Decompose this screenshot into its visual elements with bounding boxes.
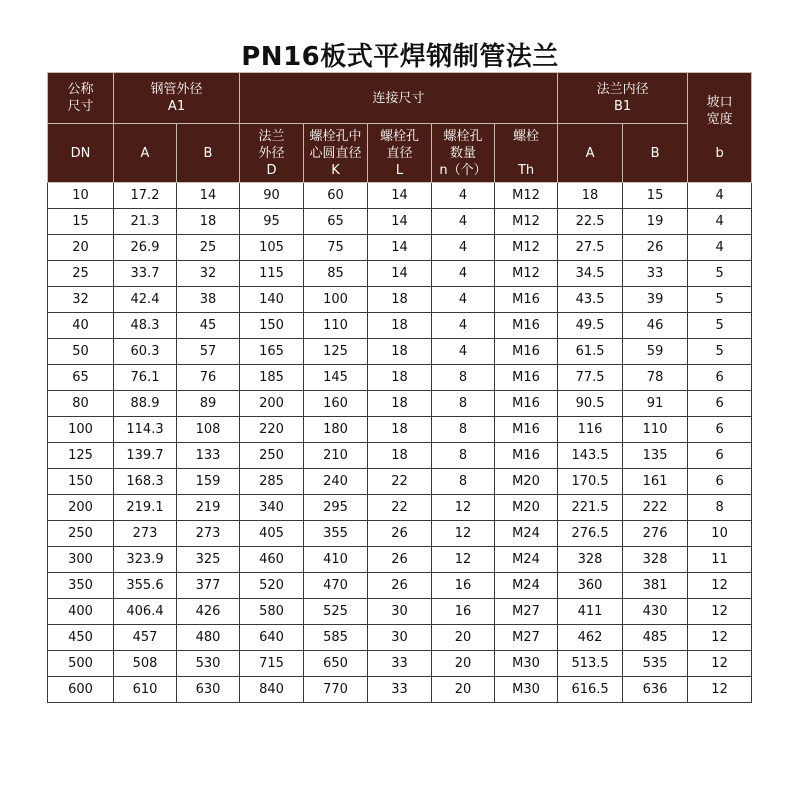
table-cell: 6: [688, 443, 752, 469]
table-cell: 18: [368, 339, 432, 365]
table-cell: 200: [48, 495, 114, 521]
header-bevel-width: [688, 73, 752, 183]
table-cell: 14: [368, 209, 432, 235]
table-cell: 4: [432, 209, 495, 235]
table-row: [48, 495, 752, 521]
table-cell: 4: [432, 183, 495, 209]
table-cell: 6: [688, 417, 752, 443]
header-bolt-circle-line1: 螺栓孔中: [309, 128, 362, 144]
table-cell: 170.5: [558, 469, 623, 495]
table-cell: 88.9: [114, 391, 177, 417]
table-cell: 4: [432, 287, 495, 313]
header-nominal-size-line1: 公称: [67, 82, 94, 97]
table-cell: M16: [495, 339, 558, 365]
table-cell: 10: [688, 521, 752, 547]
table-cell: 650: [304, 651, 368, 677]
table-cell: 480: [177, 625, 240, 651]
table-cell: 65: [304, 209, 368, 235]
table-cell: 4: [688, 235, 752, 261]
table-cell: 328: [558, 547, 623, 573]
table-row: [48, 521, 752, 547]
header-bolt-circle-line2: 心圆直径: [309, 145, 362, 161]
table-cell: 38: [177, 287, 240, 313]
header-flange-od-symbol: D: [266, 162, 277, 178]
table-cell: 43.5: [558, 287, 623, 313]
table-cell: M16: [495, 443, 558, 469]
table-cell: 42.4: [114, 287, 177, 313]
table-cell: 295: [304, 495, 368, 521]
table-cell: 30: [368, 625, 432, 651]
header-bevel-width-symbol: b: [715, 145, 724, 161]
table-cell: 585: [304, 625, 368, 651]
table-cell: 406.4: [114, 599, 177, 625]
table-cell: 11: [688, 547, 752, 573]
table-cell: 22: [368, 469, 432, 495]
header-bolt-hole-qty-symbol: n（个）: [439, 162, 487, 178]
table-cell: 508: [114, 651, 177, 677]
table-cell: 5: [688, 261, 752, 287]
table-row: [48, 235, 752, 261]
table-cell: 116: [558, 417, 623, 443]
table-cell: 323.9: [114, 547, 177, 573]
table-cell: 10: [48, 183, 114, 209]
table-cell: 30: [368, 599, 432, 625]
header-flange-od: [240, 124, 304, 183]
table-cell: 143.5: [558, 443, 623, 469]
header-bevel-width-line2: 宽度: [706, 111, 733, 127]
table-cell: 485: [623, 625, 688, 651]
table-row: [48, 365, 752, 391]
table-cell: 150: [48, 469, 114, 495]
table-row: [48, 261, 752, 287]
table-cell: 32: [177, 261, 240, 287]
table-cell: 26.9: [114, 235, 177, 261]
table-cell: 460: [240, 547, 304, 573]
table-cell: 535: [623, 651, 688, 677]
table-cell: 26: [368, 547, 432, 573]
table-cell: 160: [304, 391, 368, 417]
table-cell: 276.5: [558, 521, 623, 547]
table-cell: 65: [48, 365, 114, 391]
header-bolt-symbol: Th: [517, 162, 535, 178]
header-flange-id: [558, 73, 688, 124]
table-cell: 530: [177, 651, 240, 677]
table-cell: 222: [623, 495, 688, 521]
table-cell: 180: [304, 417, 368, 443]
table-cell: 33: [368, 677, 432, 703]
table-cell: 8: [432, 391, 495, 417]
table-cell: 110: [623, 417, 688, 443]
table-cell: 360: [558, 573, 623, 599]
table-cell: 18: [177, 209, 240, 235]
table-cell: M12: [495, 261, 558, 287]
table-cell: 221.5: [558, 495, 623, 521]
table-cell: 273: [177, 521, 240, 547]
table-row: [48, 183, 752, 209]
table-cell: 4: [432, 313, 495, 339]
table-cell: 78: [623, 365, 688, 391]
header-nominal-size-symbol: DN: [48, 124, 114, 183]
table-cell: M12: [495, 183, 558, 209]
header-bolt-hole-dia-line2: 直径: [386, 145, 413, 161]
table-cell: 91: [623, 391, 688, 417]
table-cell: 4: [688, 183, 752, 209]
table-cell: 26: [623, 235, 688, 261]
table-cell: 114.3: [114, 417, 177, 443]
header-bolt-label: 螺栓: [513, 128, 540, 144]
header-bolt-hole-qty: [432, 124, 495, 183]
table-cell: 14: [368, 235, 432, 261]
table-cell: 50: [48, 339, 114, 365]
table-cell: 19: [623, 209, 688, 235]
header-nominal-size: [48, 73, 114, 124]
table-cell: 18: [368, 365, 432, 391]
table-cell: 20: [432, 677, 495, 703]
table-cell: 22.5: [558, 209, 623, 235]
table-row: [48, 599, 752, 625]
table-row: [48, 209, 752, 235]
table-cell: 59: [623, 339, 688, 365]
table-cell: 75: [304, 235, 368, 261]
header-flange-id-b: B: [623, 124, 688, 183]
table-cell: 90: [240, 183, 304, 209]
table-cell: 426: [177, 599, 240, 625]
table-cell: 5: [688, 313, 752, 339]
table-cell: 715: [240, 651, 304, 677]
table-cell: M16: [495, 391, 558, 417]
table-cell: 12: [432, 495, 495, 521]
table-cell: 90.5: [558, 391, 623, 417]
table-row: [48, 339, 752, 365]
table-cell: 18: [368, 417, 432, 443]
table-cell: 210: [304, 443, 368, 469]
table-cell: M24: [495, 573, 558, 599]
table-cell: 40: [48, 313, 114, 339]
header-nominal-size-line2: 尺寸: [67, 99, 94, 114]
table-cell: M16: [495, 417, 558, 443]
table-cell: 25: [177, 235, 240, 261]
table-cell: 115: [240, 261, 304, 287]
table-cell: 219.1: [114, 495, 177, 521]
header-bolt-hole-dia-line1: 螺栓孔: [380, 128, 420, 144]
table-cell: 159: [177, 469, 240, 495]
table-cell: 18: [368, 287, 432, 313]
table-cell: 125: [48, 443, 114, 469]
table-cell: 17.2: [114, 183, 177, 209]
table-cell: 630: [177, 677, 240, 703]
table-cell: 33: [368, 651, 432, 677]
table-cell: 616.5: [558, 677, 623, 703]
table-row: [48, 287, 752, 313]
table-cell: M16: [495, 287, 558, 313]
header-bolt-hole-qty-line1: 螺栓孔: [443, 128, 483, 144]
table-cell: 240: [304, 469, 368, 495]
table-cell: 8: [432, 469, 495, 495]
header-flange-id-a: A: [558, 124, 623, 183]
table-cell: 300: [48, 547, 114, 573]
flange-dimension-table: [47, 72, 752, 703]
table-cell: 39: [623, 287, 688, 313]
header-pipe-od-b: B: [177, 124, 240, 183]
table-cell: 21.3: [114, 209, 177, 235]
header-bolt: [495, 124, 558, 183]
table-cell: 14: [368, 261, 432, 287]
table-cell: 150: [240, 313, 304, 339]
table-cell: 8: [432, 443, 495, 469]
table-cell: 6: [688, 469, 752, 495]
table-cell: 470: [304, 573, 368, 599]
table-cell: M27: [495, 625, 558, 651]
table-cell: 15: [48, 209, 114, 235]
table-cell: 95: [240, 209, 304, 235]
table-cell: 133: [177, 443, 240, 469]
table-cell: 250: [48, 521, 114, 547]
table-cell: 5: [688, 287, 752, 313]
header-pipe-od-a: A: [114, 124, 177, 183]
table-cell: 34.5: [558, 261, 623, 287]
table-cell: 8: [432, 417, 495, 443]
table-cell: 135: [623, 443, 688, 469]
table-cell: 45: [177, 313, 240, 339]
table-cell: M12: [495, 209, 558, 235]
table-cell: 57: [177, 339, 240, 365]
header-flange-od-line1: 法兰: [258, 128, 285, 144]
table-cell: 840: [240, 677, 304, 703]
table-cell: 20: [432, 651, 495, 677]
table-cell: 5: [688, 339, 752, 365]
header-bolt-hole-dia: [368, 124, 432, 183]
table-cell: 27.5: [558, 235, 623, 261]
header-bolt-circle-symbol: K: [331, 162, 340, 178]
table-cell: 355.6: [114, 573, 177, 599]
table-cell: 80: [48, 391, 114, 417]
table-cell: M30: [495, 651, 558, 677]
table-cell: 273: [114, 521, 177, 547]
table-cell: 12: [432, 521, 495, 547]
table-row: [48, 469, 752, 495]
table-cell: 139.7: [114, 443, 177, 469]
table-cell: 6: [688, 391, 752, 417]
header-pipe-od-symbol: A1: [167, 99, 186, 114]
table-cell: 12: [688, 573, 752, 599]
table-cell: 400: [48, 599, 114, 625]
table-row: [48, 625, 752, 651]
table-cell: 325: [177, 547, 240, 573]
table-cell: 450: [48, 625, 114, 651]
table-cell: 12: [688, 651, 752, 677]
table-cell: 25: [48, 261, 114, 287]
table-cell: 219: [177, 495, 240, 521]
table-cell: M30: [495, 677, 558, 703]
table-cell: 145: [304, 365, 368, 391]
table-cell: 377: [177, 573, 240, 599]
table-cell: 18: [558, 183, 623, 209]
header-bolt-hole-qty-line2: 数量: [450, 145, 477, 161]
table-cell: 770: [304, 677, 368, 703]
table-header: [48, 73, 752, 183]
table-cell: 285: [240, 469, 304, 495]
table-cell: 108: [177, 417, 240, 443]
table-cell: 462: [558, 625, 623, 651]
table-cell: 8: [688, 495, 752, 521]
table-row: [48, 417, 752, 443]
table-row: [48, 547, 752, 573]
table-cell: 580: [240, 599, 304, 625]
header-bolt-circle: [304, 124, 368, 183]
table-cell: 14: [177, 183, 240, 209]
table-cell: 48.3: [114, 313, 177, 339]
table-cell: 46: [623, 313, 688, 339]
table-cell: 76: [177, 365, 240, 391]
table-cell: 520: [240, 573, 304, 599]
table-cell: 4: [432, 339, 495, 365]
table-cell: M12: [495, 235, 558, 261]
table-cell: 18: [368, 391, 432, 417]
table-cell: 328: [623, 547, 688, 573]
table-cell: 4: [688, 209, 752, 235]
table-cell: M16: [495, 365, 558, 391]
table-cell: 250: [240, 443, 304, 469]
table-cell: 76.1: [114, 365, 177, 391]
table-row: [48, 677, 752, 703]
table-cell: M20: [495, 495, 558, 521]
table-cell: 200: [240, 391, 304, 417]
table-cell: 22: [368, 495, 432, 521]
table-cell: 16: [432, 599, 495, 625]
table-cell: 26: [368, 573, 432, 599]
table-cell: 18: [368, 313, 432, 339]
table-cell: 110: [304, 313, 368, 339]
page-title: PN16板式平焊钢制管法兰: [241, 42, 559, 72]
table-cell: 165: [240, 339, 304, 365]
table-cell: M27: [495, 599, 558, 625]
table-cell: 4: [432, 261, 495, 287]
table-cell: 20: [48, 235, 114, 261]
table-cell: 15: [623, 183, 688, 209]
header-bolt-hole-dia-symbol: L: [395, 162, 404, 178]
table-cell: 381: [623, 573, 688, 599]
table-cell: 220: [240, 417, 304, 443]
table-cell: 18: [368, 443, 432, 469]
table-cell: 6: [688, 365, 752, 391]
table-cell: 16: [432, 573, 495, 599]
header-pipe-od: [114, 73, 240, 124]
table-row: [48, 391, 752, 417]
table-row: [48, 651, 752, 677]
table-cell: 105: [240, 235, 304, 261]
table-cell: 89: [177, 391, 240, 417]
table-cell: 32: [48, 287, 114, 313]
table-cell: 355: [304, 521, 368, 547]
table-cell: 100: [304, 287, 368, 313]
table-cell: 640: [240, 625, 304, 651]
table-cell: 350: [48, 573, 114, 599]
table-cell: 12: [432, 547, 495, 573]
header-connection: 连接尺寸: [240, 73, 558, 124]
table-cell: 168.3: [114, 469, 177, 495]
table-cell: 276: [623, 521, 688, 547]
table-cell: 26: [368, 521, 432, 547]
table-cell: 33.7: [114, 261, 177, 287]
table-cell: 340: [240, 495, 304, 521]
table-row: [48, 313, 752, 339]
table-row: [48, 443, 752, 469]
table-cell: 8: [432, 365, 495, 391]
table-cell: 185: [240, 365, 304, 391]
table-cell: 525: [304, 599, 368, 625]
table-cell: 600: [48, 677, 114, 703]
table-cell: 410: [304, 547, 368, 573]
table-cell: 49.5: [558, 313, 623, 339]
header-flange-od-line2: 外径: [258, 145, 285, 161]
table-cell: 125: [304, 339, 368, 365]
table-body: [48, 183, 752, 703]
header-bevel-width-line1: 坡口: [706, 94, 733, 110]
table-cell: 61.5: [558, 339, 623, 365]
table-cell: 100: [48, 417, 114, 443]
header-pipe-od-label: 钢管外径: [150, 82, 203, 97]
table-cell: M24: [495, 547, 558, 573]
table-cell: 85: [304, 261, 368, 287]
table-cell: M24: [495, 521, 558, 547]
header-flange-id-symbol: B1: [613, 99, 632, 114]
table-cell: M20: [495, 469, 558, 495]
table-cell: 60.3: [114, 339, 177, 365]
table-cell: 20: [432, 625, 495, 651]
table-cell: 161: [623, 469, 688, 495]
table-cell: 457: [114, 625, 177, 651]
table-cell: 33: [623, 261, 688, 287]
table-cell: 12: [688, 625, 752, 651]
table-cell: 140: [240, 287, 304, 313]
table-cell: 513.5: [558, 651, 623, 677]
header-flange-id-label: 法兰内径: [596, 82, 649, 97]
table-cell: 636: [623, 677, 688, 703]
table-cell: 610: [114, 677, 177, 703]
table-row: [48, 573, 752, 599]
table-cell: M16: [495, 313, 558, 339]
table-cell: 12: [688, 599, 752, 625]
table-cell: 500: [48, 651, 114, 677]
table-cell: 14: [368, 183, 432, 209]
table-cell: 60: [304, 183, 368, 209]
table-cell: 411: [558, 599, 623, 625]
table-cell: 77.5: [558, 365, 623, 391]
table-cell: 4: [432, 235, 495, 261]
table-cell: 12: [688, 677, 752, 703]
table-cell: 405: [240, 521, 304, 547]
table-cell: 430: [623, 599, 688, 625]
